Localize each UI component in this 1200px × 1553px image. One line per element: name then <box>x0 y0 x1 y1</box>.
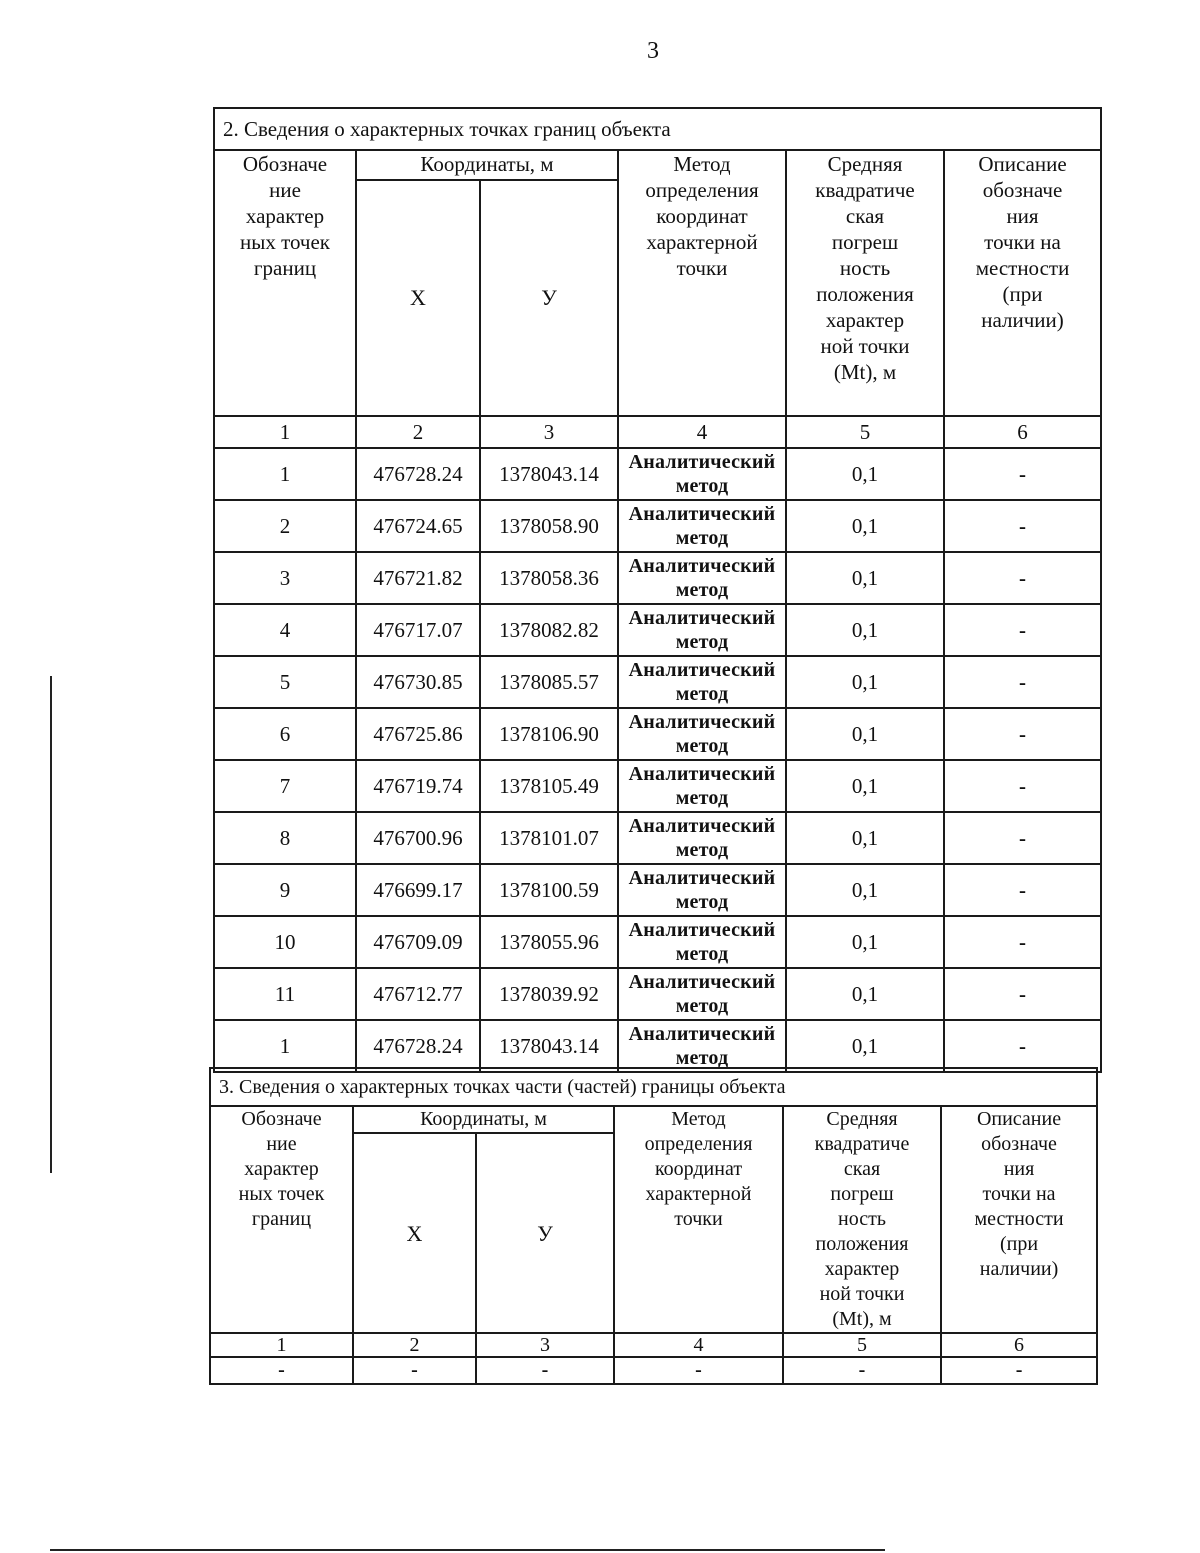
description-value: - <box>944 604 1101 656</box>
y-coordinate: 1378085.57 <box>480 656 618 708</box>
error-value: 0,1 <box>786 552 944 604</box>
table-row <box>214 500 1101 552</box>
y-coordinate: 1378043.14 <box>480 1020 618 1072</box>
method-header <box>614 1106 783 1333</box>
header-line: ность <box>838 1208 886 1230</box>
header-line: точки на <box>984 230 1061 254</box>
column-number: 4 <box>618 416 786 448</box>
error-header <box>783 1106 941 1333</box>
y-coordinate: 1378101.07 <box>480 812 618 864</box>
header-line: ной точки <box>819 1283 905 1305</box>
header-line: определения <box>644 1133 753 1155</box>
y-header: У <box>480 180 618 416</box>
column-number: 5 <box>786 416 944 448</box>
description-value: - <box>944 708 1101 760</box>
method-cell <box>618 656 786 708</box>
method-line: Аналитический <box>628 815 776 837</box>
designation-header <box>214 150 356 416</box>
header-line: ние <box>266 1133 297 1155</box>
error-value: 0,1 <box>786 760 944 812</box>
header-line: точки <box>676 256 728 280</box>
column-number: 3 <box>480 416 618 448</box>
method-value: - <box>614 1357 783 1384</box>
header-line: ния <box>1003 1158 1035 1180</box>
y-coordinate: 1378039.92 <box>480 968 618 1020</box>
point-number: 1 <box>214 1020 356 1072</box>
method-line: Аналитический <box>628 711 776 733</box>
header-line: погреш <box>830 1183 894 1205</box>
y-coordinate: 1378100.59 <box>480 864 618 916</box>
table-row <box>214 916 1101 968</box>
method-cell <box>618 812 786 864</box>
header-line: положения <box>816 282 914 306</box>
x-coordinate: 476728.24 <box>356 1020 480 1072</box>
method-line: метод <box>675 735 729 757</box>
method-line: метод <box>675 787 729 809</box>
method-line: Аналитический <box>628 919 776 941</box>
y-value: - <box>476 1357 614 1384</box>
table-row <box>214 604 1101 656</box>
column-number: 3 <box>476 1333 614 1357</box>
x-header: Х <box>353 1133 476 1333</box>
header-line: (Mt), м <box>833 360 897 384</box>
method-line: Аналитический <box>628 555 776 577</box>
description-header <box>941 1106 1097 1333</box>
table-row <box>214 448 1101 500</box>
description-value: - <box>944 1020 1101 1072</box>
error-value: 0,1 <box>786 448 944 500</box>
header-line: Метод <box>673 152 731 176</box>
header-line: координат <box>654 1158 743 1180</box>
x-value: - <box>353 1357 476 1384</box>
header-line: координат <box>656 204 748 228</box>
error-value: 0,1 <box>786 656 944 708</box>
y-coordinate: 1378043.14 <box>480 448 618 500</box>
point-number: 3 <box>214 552 356 604</box>
point-number: 1 <box>214 448 356 500</box>
point-number: 8 <box>214 812 356 864</box>
description-value: - <box>944 812 1101 864</box>
header-line: ская <box>845 204 885 228</box>
method-line: Аналитический <box>628 607 776 629</box>
error-value: 0,1 <box>786 1020 944 1072</box>
method-line: метод <box>675 995 729 1017</box>
table-row <box>214 864 1101 916</box>
header-line: квадратиче <box>815 178 915 202</box>
table-row <box>214 656 1101 708</box>
error-value: 0,1 <box>786 812 944 864</box>
column-number: 6 <box>944 416 1101 448</box>
method-line: метод <box>675 839 729 861</box>
header-line: характер <box>824 1258 900 1280</box>
header-line: определения <box>645 178 759 202</box>
x-coordinate: 476728.24 <box>356 448 480 500</box>
method-line: Аналитический <box>628 503 776 525</box>
header-line: наличии) <box>979 1258 1059 1280</box>
error-value: 0,1 <box>786 708 944 760</box>
method-cell <box>618 916 786 968</box>
description-value: - <box>944 552 1101 604</box>
method-line: метод <box>675 1047 729 1069</box>
column-number: 2 <box>356 416 480 448</box>
column-number-row <box>210 1333 1097 1357</box>
header-line: Средняя <box>827 152 903 176</box>
method-cell <box>618 1020 786 1072</box>
method-line: Аналитический <box>628 763 776 785</box>
x-coordinate: 476724.65 <box>356 500 480 552</box>
header-line: ной точки <box>820 334 910 358</box>
header-line: характер <box>244 1158 319 1180</box>
method-cell <box>618 708 786 760</box>
header-line: местности <box>975 256 1070 280</box>
coordinates-header: Координаты, м <box>353 1106 614 1133</box>
method-line: метод <box>675 527 729 549</box>
boundary-points-table <box>213 107 1102 1073</box>
method-line: метод <box>675 631 729 653</box>
method-line: метод <box>675 891 729 913</box>
table-row <box>214 552 1101 604</box>
method-line: метод <box>675 579 729 601</box>
header-line: характерной <box>645 1183 752 1205</box>
description-value: - <box>944 916 1101 968</box>
method-cell <box>618 968 786 1020</box>
method-line: Аналитический <box>628 971 776 993</box>
header-line: (при <box>1002 282 1043 306</box>
header-line: Средняя <box>826 1108 898 1130</box>
column-number: 1 <box>214 416 356 448</box>
page-number: 3 <box>647 38 659 64</box>
point-number: 4 <box>214 604 356 656</box>
column-number: 6 <box>941 1333 1097 1357</box>
y-coordinate: 1378082.82 <box>480 604 618 656</box>
header-line: Обозначе <box>241 1108 322 1130</box>
header-line: обозначе <box>981 1133 1057 1155</box>
error-value: 0,1 <box>786 864 944 916</box>
column-number: 4 <box>614 1333 783 1357</box>
header-line: обозначе <box>982 178 1063 202</box>
method-cell <box>618 500 786 552</box>
x-coordinate: 476725.86 <box>356 708 480 760</box>
description-value: - <box>944 760 1101 812</box>
method-cell <box>618 760 786 812</box>
table-row <box>214 708 1101 760</box>
description-value: - <box>944 500 1101 552</box>
error-value: 0,1 <box>786 968 944 1020</box>
y-header: У <box>476 1133 614 1333</box>
table-row <box>214 812 1101 864</box>
method-line: Аналитический <box>628 1023 776 1045</box>
header-line: ность <box>839 256 891 280</box>
point-number: 5 <box>214 656 356 708</box>
header-line: границ <box>251 1208 312 1230</box>
header-line: Метод <box>671 1108 726 1130</box>
description-value: - <box>944 968 1101 1020</box>
method-cell <box>618 552 786 604</box>
point-number: 6 <box>214 708 356 760</box>
header-line: (Mt), м <box>832 1308 892 1330</box>
error-value: 0,1 <box>786 500 944 552</box>
y-coordinate: 1378058.36 <box>480 552 618 604</box>
margin-line <box>50 676 52 1173</box>
y-coordinate: 1378055.96 <box>480 916 618 968</box>
y-coordinate: 1378105.49 <box>480 760 618 812</box>
column-number: 1 <box>210 1333 353 1357</box>
bottom-rule <box>50 1549 885 1551</box>
point-value: - <box>210 1357 353 1384</box>
header-line: ская <box>843 1158 881 1180</box>
coordinates-header: Координаты, м <box>356 150 618 180</box>
method-cell <box>618 448 786 500</box>
method-cell <box>618 604 786 656</box>
column-number-row <box>214 416 1101 448</box>
point-number: 2 <box>214 500 356 552</box>
table-row <box>214 968 1101 1020</box>
header-line: границ <box>253 256 317 280</box>
description-value: - <box>944 656 1101 708</box>
header-line: Обозначе <box>242 152 328 176</box>
error-header <box>786 150 944 416</box>
y-coordinate: 1378058.90 <box>480 500 618 552</box>
point-number: 9 <box>214 864 356 916</box>
description-value: - <box>941 1357 1097 1384</box>
method-line: метод <box>675 683 729 705</box>
error-value: 0,1 <box>786 604 944 656</box>
part-boundary-points-table <box>209 1067 1098 1385</box>
method-header <box>618 150 786 416</box>
x-coordinate: 476700.96 <box>356 812 480 864</box>
header-line: (при <box>999 1233 1039 1255</box>
description-value: - <box>944 864 1101 916</box>
header-line: характер <box>825 308 905 332</box>
method-line: Аналитический <box>628 659 776 681</box>
x-coordinate: 476699.17 <box>356 864 480 916</box>
x-coordinate: 476721.82 <box>356 552 480 604</box>
method-line: Аналитический <box>628 867 776 889</box>
x-coordinate: 476730.85 <box>356 656 480 708</box>
y-coordinate: 1378106.90 <box>480 708 618 760</box>
section-2-title: 2. Сведения о характерных точках границ объекта <box>214 108 1101 150</box>
header-line: ния <box>1006 204 1039 228</box>
header-line: местности <box>974 1208 1064 1230</box>
point-number: 10 <box>214 916 356 968</box>
header-line: характер <box>245 204 325 228</box>
header-line: характерной <box>646 230 758 254</box>
method-line: метод <box>675 475 729 497</box>
method-line: Аналитический <box>628 451 776 473</box>
designation-header <box>210 1106 353 1333</box>
header-line: погреш <box>831 230 899 254</box>
section-3-title: 3. Сведения о характерных точках части (частей) границы объекта <box>210 1068 1097 1106</box>
method-cell <box>618 864 786 916</box>
header-line: точки на <box>982 1183 1056 1205</box>
description-value: - <box>944 448 1101 500</box>
header-line: Описание <box>978 152 1067 176</box>
header-line: наличии) <box>981 308 1064 332</box>
method-line: метод <box>675 943 729 965</box>
header-line: ние <box>269 178 301 202</box>
x-coordinate: 476709.09 <box>356 916 480 968</box>
header-line: ных точек <box>239 230 331 254</box>
x-header: Х <box>356 180 480 416</box>
header-line: ных точек <box>238 1183 325 1205</box>
column-number: 2 <box>353 1333 476 1357</box>
column-number: 5 <box>783 1333 941 1357</box>
x-coordinate: 476712.77 <box>356 968 480 1020</box>
header-line: Описание <box>976 1108 1062 1130</box>
table-row <box>214 1020 1101 1072</box>
point-number: 7 <box>214 760 356 812</box>
x-coordinate: 476717.07 <box>356 604 480 656</box>
table-row <box>210 1357 1097 1384</box>
x-coordinate: 476719.74 <box>356 760 480 812</box>
point-number: 11 <box>214 968 356 1020</box>
error-value: 0,1 <box>786 916 944 968</box>
header-line: квадратиче <box>814 1133 910 1155</box>
description-header <box>944 150 1101 416</box>
header-line: положения <box>815 1233 909 1255</box>
table-row <box>214 760 1101 812</box>
header-line: точки <box>674 1208 723 1230</box>
error-value: - <box>783 1357 941 1384</box>
